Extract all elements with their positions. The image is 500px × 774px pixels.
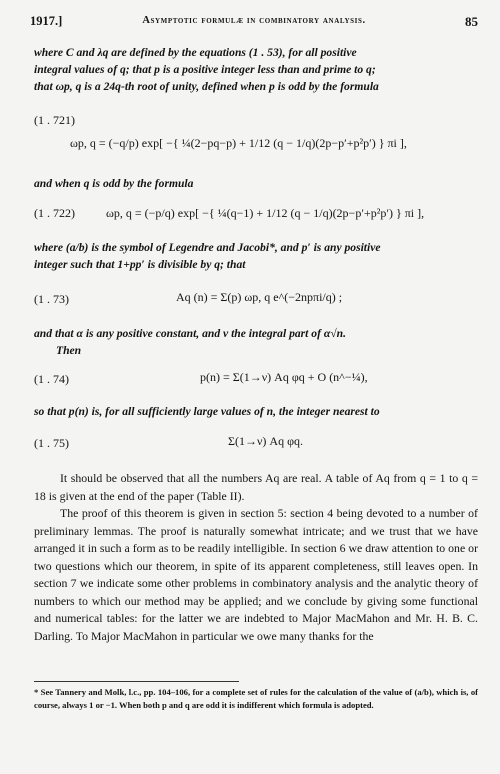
equation-175: Σ(1→ν) Aq φq. [228,434,303,448]
page-number: 85 [465,14,478,29]
footnote: * See Tannery and Molk, l.c., pp. 104–106, for a complete set of rules for the calculation of the value of (a/b), which is, of course, always 1 or −1. When both p and q are odd it is indifferent which formula is adopted. [34,687,478,710]
year-label: 1917.] [30,14,63,28]
intro-line-3: that ωp, q is a 24q-th root of unity, defined when p is odd by the formula [34,80,379,93]
footnote-rule [34,681,239,682]
equation-174: p(n) = Σ(1→ν) Aq φq + O (n^−¼), [200,370,368,384]
body-text [34,470,478,645]
equation-label-173: (1 . 73) [34,292,69,306]
running-header [30,14,478,30]
paragraph-1: It should be observed that all the numbers Aq are real. A table of Aq from q = 1 to q = 18 is given at the end of the paper (Table II). [34,471,478,503]
equation-label-175: (1 . 75) [34,436,69,450]
legendre-line-2: integer such that 1+pp′ is divisible by q; that [34,258,246,271]
equation-label-1721: (1 . 721) [34,113,75,127]
alpha-line: and that α is any positive constant, and ν the integral part of α√n. [34,327,346,340]
legendre-line-1: where (a/b) is the symbol of Legendre and Jacobi*, and p′ is any positive [34,241,381,254]
equation-label-174: (1 . 74) [34,372,69,386]
intro-line-1: where C and λq are defined by the equations (1 . 53), for all positive [34,46,357,59]
then-line: Then [56,344,82,357]
equation-1721: ωp, q = (−q/p) exp[ −{ ¼(2−pq−p) + 1/12 (q − 1/q)(2p−p′+p²p′) } πi ], [70,136,407,150]
equation-1722: ωp, q = (−p/q) exp[ −{ ¼(q−1) + 1/12 (q − 1/q)(2p−p′+p²p′) } πi ], [106,206,425,220]
equation-173: Aq (n) = Σ(p) ωp, q e^(−2npπi/q) ; [176,290,343,304]
paragraph-2: The proof of this theorem is given in section 5: section 4 being devoted to a number of preliminary lemmas. The proof is naturally somewhat intricate; and we trust that we have arranged it in such a form as to be readily intelligible. In section 6 we draw attention to one or two questions which our theorem, in spite of its apparent completeness, still leaves open. In section 7 we indicate some other problems in combinatory analysis and the analytic theory of numbers to which our method may be applied; and we conclude by giving some functional and numerical tables: for the latter we are indebted to Major MacMahon and Mr. H. B. C. Darling. To Major MacMahon in particular we owe many thanks for the [34,506,478,643]
sothat-line: so that p(n) is, for all sufficiently large values of n, the integer nearest to [34,405,380,418]
equation-label-1722: (1 . 722) [34,206,75,220]
running-title: Asymptotic formulæ in combinatory analysis. [142,15,366,26]
q-odd-line: and when q is odd by the formula [34,177,194,190]
intro-line-2: integral values of q; that p is a positive integer less than and prime to q; [34,63,376,76]
